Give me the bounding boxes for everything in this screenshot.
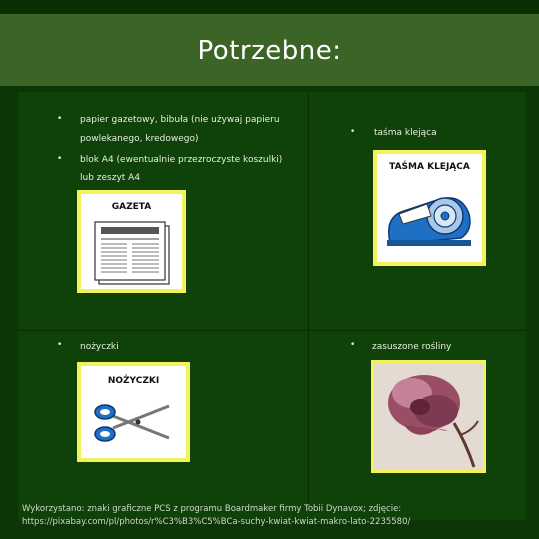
attribution-line1: Wykorzystano: znaki graficzne PCS z programu Boardmaker firmy Tobii Dynavox; zdjęcie: — [22, 504, 402, 514]
item-scissors: nożyczki — [80, 342, 119, 352]
tape-card — [373, 150, 486, 266]
item-paper-line2: powlekanego, kredowego) — [80, 134, 199, 144]
dried-flower-photo — [371, 360, 486, 473]
bullet-icon: • — [350, 340, 356, 350]
bullet-icon: • — [350, 127, 356, 137]
top-bar — [0, 0, 539, 14]
scissors-card — [77, 362, 190, 462]
tape-dispenser-icon — [377, 178, 482, 258]
tape-label: TAŚMA KLEJĄCA — [389, 162, 470, 172]
horizontal-divider — [18, 330, 526, 331]
newspaper-icon — [81, 218, 182, 288]
item-paper-line1: papier gazetowy, bibuła (nie używaj papieru — [80, 115, 280, 125]
dried-flower-icon — [374, 363, 483, 470]
item-block-line2: lub zeszyt A4 — [80, 173, 141, 183]
bullet-icon: • — [57, 340, 63, 350]
newspaper-card — [77, 190, 186, 293]
bullet-icon: • — [57, 114, 63, 124]
slide-title: Potrzebne: — [197, 36, 342, 66]
bullet-icon: • — [57, 154, 63, 164]
title-bar — [0, 14, 539, 86]
attribution-link[interactable]: https://pixabay.com/pl/photos/r%C3%B3%C5%BCa-suchy-kwiat-kwiat-makro-lato-2235580/ — [22, 517, 411, 527]
item-tape: taśma klejąca — [374, 128, 437, 138]
scissors-icon — [81, 394, 186, 458]
newspaper-label: GAZETA — [111, 202, 152, 212]
item-block-line1: blok A4 (ewentualnie przezroczyste koszulki) — [80, 155, 283, 165]
item-dried-plants: zasuszone rośliny — [372, 342, 452, 352]
scissors-label: NOŻYCZKI — [107, 376, 160, 386]
attribution-footer — [22, 503, 532, 529]
vertical-divider — [308, 92, 309, 512]
